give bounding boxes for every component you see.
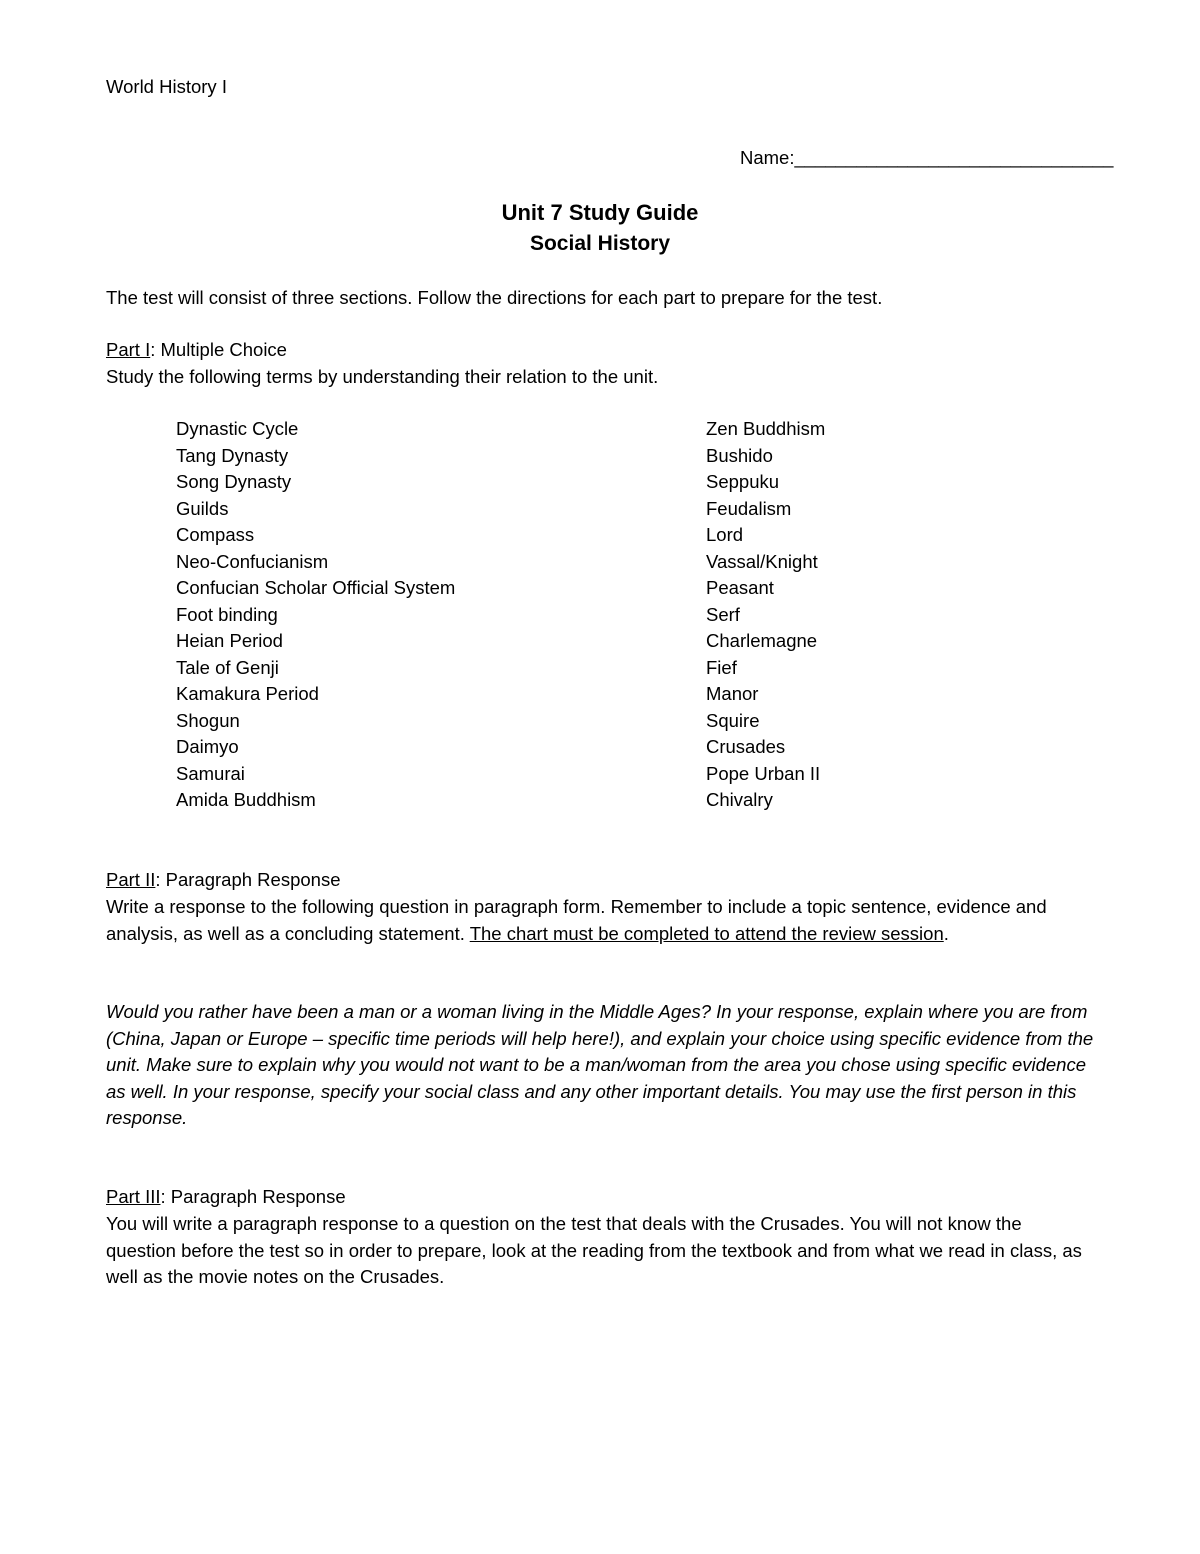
term-row — [176, 522, 1076, 549]
term-row — [176, 496, 1076, 523]
term-right: Fief — [706, 656, 737, 678]
part2-title: : Paragraph Response — [155, 869, 341, 890]
term-left: Compass — [176, 524, 255, 545]
name-blank: _______________________________ — [794, 147, 1114, 168]
term-left: Foot binding — [176, 603, 278, 625]
term-left: Samurai — [176, 762, 245, 784]
term-right: Lord — [706, 524, 744, 545]
part2-instructions — [106, 894, 1096, 947]
term-left: Tale of Genji — [176, 656, 279, 678]
term-left: Guilds — [176, 497, 229, 519]
term-row — [176, 443, 1076, 470]
term-right: Pope Urban II — [706, 762, 821, 784]
student-name-field — [740, 145, 1113, 172]
page-title: Unit 7 Study Guide — [501, 200, 699, 225]
term-row — [176, 549, 1076, 576]
name-label: Name: — [740, 147, 795, 168]
review-session-requirement: The chart must be completed to attend the review session — [469, 922, 944, 944]
term-left: Shogun — [176, 709, 240, 731]
term-row — [176, 602, 1076, 629]
term-left: Dynastic Cycle — [176, 418, 299, 439]
terms-list — [176, 416, 1076, 814]
course-name: World History I — [106, 76, 227, 97]
term-right: Squire — [706, 709, 760, 731]
term-right: Crusades — [706, 736, 786, 757]
part2-heading — [106, 867, 1106, 894]
term-right: Manor — [706, 683, 759, 704]
term-row — [176, 416, 1076, 443]
term-right: Chivalry — [706, 789, 773, 810]
term-left: Heian Period — [176, 630, 283, 651]
term-row — [176, 708, 1076, 735]
test-intro: The test will consist of three sections. Follow the directions for each part to prepare for the test. — [106, 287, 883, 308]
term-right: Seppuku — [706, 471, 780, 492]
part2-instructions-text: Write a response to the following question in paragraph form. Remember to include a topic sentence, evidence and analysis, as well as a concluding statement. — [106, 896, 1047, 944]
term-row — [176, 761, 1076, 788]
part2-instructions-end: . — [943, 922, 949, 944]
part2-label: Part II — [106, 869, 156, 890]
term-right: Zen Buddhism — [706, 418, 826, 439]
term-left: Kamakura Period — [176, 683, 319, 704]
term-right: Feudalism — [706, 497, 792, 519]
part3-heading — [106, 1184, 1106, 1211]
term-row — [176, 681, 1076, 708]
term-left: Neo-Confucianism — [176, 550, 329, 572]
part3-label: Part III — [106, 1186, 161, 1207]
term-right: Serf — [706, 603, 740, 625]
page-subtitle: Social History — [529, 232, 671, 255]
essay-prompt: Would you rather have been a man or a woman living in the Middle Ages? In your response, explain where you are from (China, Japan or Europe – specific time periods will help here!), and explain your choice using specific evidence from the unit. Make sure to explain why you would not want to be a man/woman from the area you chose using specific evidence as well. In your response, specify your social class and any other important details. You may use the first person in this response. — [106, 1001, 1094, 1129]
term-left: Confucian Scholar Official System — [176, 577, 456, 598]
term-right: Vassal/Knight — [706, 550, 818, 572]
term-row — [176, 469, 1076, 496]
term-right: Charlemagne — [706, 630, 818, 651]
term-row — [176, 655, 1076, 682]
term-row — [176, 734, 1076, 761]
part3-title: : Paragraph Response — [160, 1186, 346, 1207]
term-left: Amida Buddhism — [176, 789, 316, 810]
part1-instructions: Study the following terms by understanding their relation to the unit. — [106, 366, 659, 387]
term-right: Peasant — [706, 577, 774, 598]
term-left: Tang Dynasty — [176, 444, 289, 466]
term-row — [176, 787, 1076, 814]
part1-label: Part I — [106, 339, 151, 360]
part1-title: : Multiple Choice — [150, 339, 287, 360]
term-row — [176, 628, 1076, 655]
part1-heading — [106, 337, 1106, 364]
term-row — [176, 575, 1076, 602]
term-left: Song Dynasty — [176, 471, 292, 492]
term-left: Daimyo — [176, 736, 239, 757]
term-right: Bushido — [706, 444, 773, 466]
part3-instructions: You will write a paragraph response to a question on the test that deals with the Crusades. You will not know the question before the test so in order to prepare, look at the reading from the textbook and from what we read in class, as well as the movie notes on the Crusades. — [106, 1213, 1082, 1288]
